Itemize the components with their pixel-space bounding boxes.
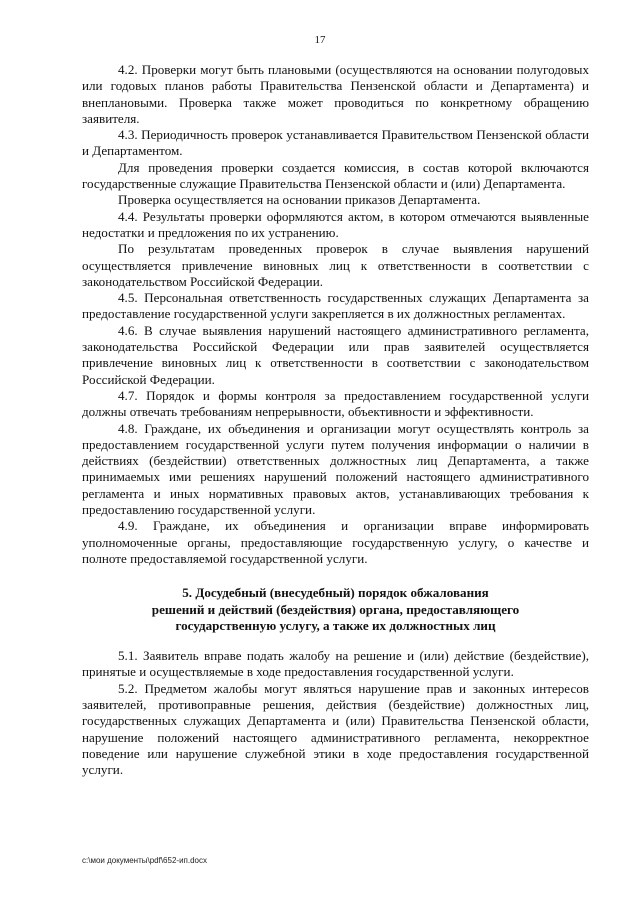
paragraph-4-5: 4.5. Персональная ответственность государственных служащих Департамента за предоставление государственной услуги закрепляется в их должностных регламентах. — [82, 290, 589, 322]
paragraph-5-1: 5.1. Заявитель вправе подать жалобу на решение и (или) действие (бездействие), принятые и осуществляемые в ходе предоставления государственной услуги. — [82, 648, 589, 680]
paragraph-orders: Проверка осуществляется на основании приказов Департамента. — [118, 192, 481, 208]
section-heading — [82, 585, 589, 634]
paragraph-4-4: 4.4. Результаты проверки оформляются актом, в котором отмечаются выявленные недостатки и предложения по их устранению. — [82, 208, 589, 240]
page-number: 17 — [314, 34, 326, 46]
section-heading-line-3: государственную услугу, а также их должностных лиц — [175, 617, 496, 633]
document-body — [82, 62, 589, 778]
paragraph-results: По результатам проведенных проверок в случае выявления нарушений осуществляется привлечение виновных лиц к ответственности в соответствии с законодательством Российской Федерации. — [82, 241, 589, 289]
paragraph-4-3: 4.3. Периодичность проверок устанавливается Правительством Пензенской области и Департаментом. — [82, 127, 589, 159]
paragraph-4-9: 4.9. Граждане, их объединения и организации вправе информировать уполномоченные органы, предоставляющие государственную услугу, о качестве и полноте предоставляемой государственной услуги. — [82, 518, 589, 566]
paragraph-4-2: 4.2. Проверки могут быть плановыми (осуществляются на основании полугодовых или годовых планов работы Правительства Пензенской области и Департамента) и внеплановыми. Проверка также может проводиться по конкретному обращению заявителя. — [82, 62, 589, 126]
footer-file-path: c:\мои документы\pdf\652-ип.docx — [82, 856, 207, 865]
paragraph-4-8: 4.8. Граждане, их объединения и организации могут осуществлять контроль за предоставлением государственной услуги путем получения информации о наличии в действиях (бездействии) ответственных должностных лиц Департамента, а также принимаемых ими решениях нарушений положений настоящего административного регламента и иных нормативных правовых актов, устанавливающих требования к предоставлению государственной услуги. — [82, 420, 589, 518]
section-heading-line-2: решений и действий (бездействия) органа, предоставляющего — [151, 601, 520, 617]
paragraph-commission: Для проведения проверки создается комиссия, в состав которой включаются государственные служащие Правительства Пензенской области и (или) Департамента. — [82, 159, 589, 192]
paragraph-4-7: 4.7. Порядок и формы контроля за предоставлением государственной услуги должны отвечать требованиям непрерывности, объективности и эффективности. — [82, 387, 589, 420]
paragraph-4-6: 4.6. В случае выявления нарушений настоящего административного регламента, законодательства Российской Федерации или прав заявителей осуществляется привлечение виновных лиц к ответственности в соответствии с законодательством Российской Федерации. — [82, 322, 589, 387]
paragraph-5-2: 5.2. Предметом жалобы могут являться нарушение прав и законных интересов заявителей, противоправные решения, действия (бездействие) должностных лиц, государственных служащих Департамента и (или) Правительства Пензенской области, нарушение положений настоящего административного регламента, некорректное поведение или нарушение служебной этики в ходе предоставления государственной услуги. — [82, 680, 589, 778]
section-heading-line-1: 5. Досудебный (внесудебный) порядок обжалования — [182, 585, 489, 601]
